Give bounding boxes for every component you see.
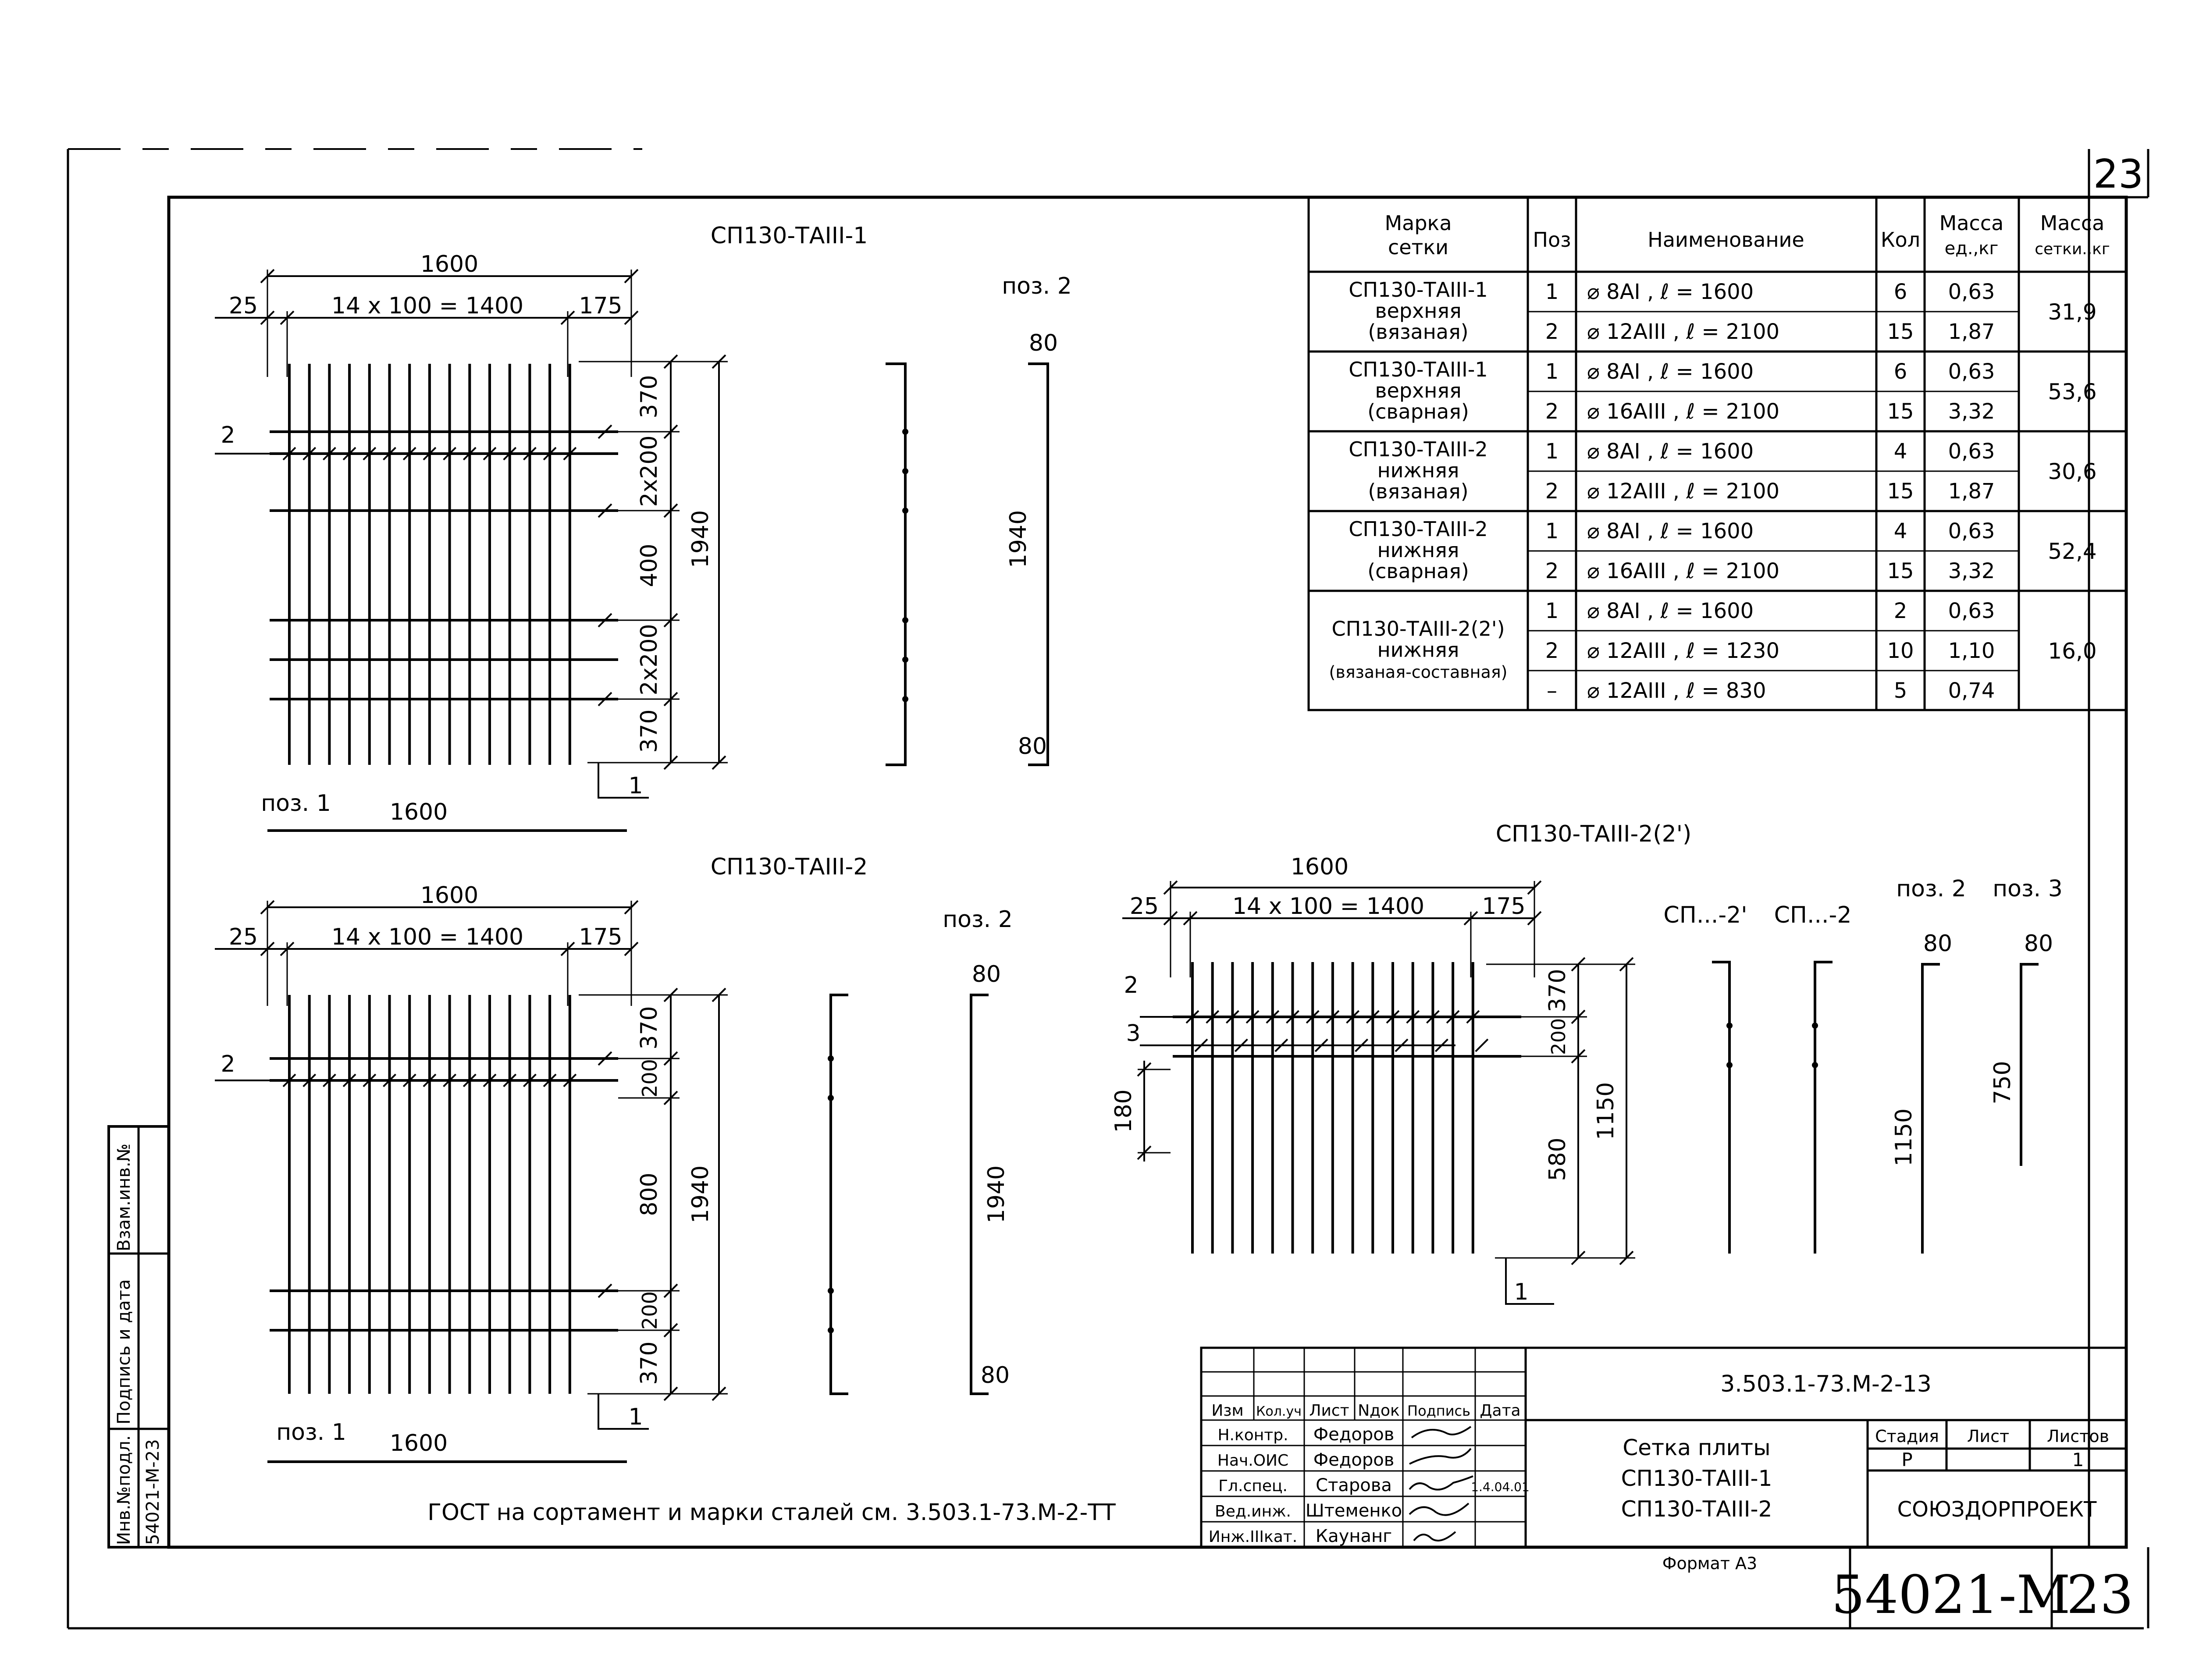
d3-mark-pos2: 2 [1124,972,1139,998]
d1-seg-1: 370 [636,375,662,419]
spec-pos: 2 [1545,479,1559,504]
spec-unit-mass: 1,87 [1948,320,1995,344]
spec-table-body [1329,278,2097,703]
spec-mark-line: нижняя [1377,458,1459,482]
spec-unit-mass: 1,87 [1948,479,1995,504]
d2-mark-pos2: 2 [221,1051,235,1077]
signatures [1409,1427,1473,1541]
doc-sheet-number: 23 [2066,1565,2134,1626]
spec-name: ⌀ 8АI , ℓ = 1600 [1587,439,1754,464]
tb-stage-label: Стадия [1875,1427,1939,1446]
d2-seg-5: 370 [636,1341,662,1385]
d3-seg-2: 200 [1548,1018,1570,1055]
d2-spacing: 14 x 100 = 1400 [331,924,524,950]
spec-total-mass: 31,9 [2048,299,2097,325]
d3-pos2-length: 1150 [1891,1108,1917,1167]
spec-name: ⌀ 8АI , ℓ = 1600 [1587,359,1754,384]
spec-qty: 15 [1887,320,1914,344]
tie-mark [1476,1039,1488,1051]
d1-seg-5: 370 [636,709,662,753]
spec-mark-line: (вязаная) [1368,479,1469,503]
spec-qty: 6 [1893,280,1907,304]
spec-pos: 1 [1545,599,1559,623]
spec-pos: 1 [1545,280,1559,304]
gost-note: ГОСТ на сортамент и марки сталей см. 3.503.1-73.М-2-ТТ [427,1499,1116,1526]
spec-header-unit-mass-2: ед.,кг [1944,238,1999,259]
spec-qty: 2 [1893,599,1907,623]
spec-unit-mass: 0,63 [1948,439,1995,464]
spec-mark-line: нижняя [1377,638,1459,662]
d2-seg-3: 800 [636,1172,662,1216]
spec-unit-mass: 0,63 [1948,280,1995,304]
spec-mark-line: (сварная) [1367,400,1469,423]
d1-seg-4: 2x200 [636,624,662,696]
drawing-sp130-2-2prime [1122,881,2039,1304]
d3-pos3-hook: 80 [2024,931,2053,957]
tb-role: Вед.инж. [1215,1502,1291,1520]
spec-header-unit-mass: Масса [1939,211,2004,235]
spec-name: ⌀ 12АIII , ℓ = 830 [1587,678,1766,703]
spec-name: ⌀ 12АIII , ℓ = 2100 [1587,320,1780,344]
spec-unit-mass: 1,10 [1948,639,1995,663]
spec-header-mark: Марка [1384,211,1452,235]
stamp-inv-orig: Инв.№подл. [114,1435,134,1545]
spec-pos: 2 [1545,639,1559,663]
stamp-sign-date: Подпись и дата [114,1279,134,1424]
doc-number: 54021-М [1831,1565,2071,1626]
d1-spacing: 14 x 100 = 1400 [331,293,524,319]
d2-pos1-label: поз. 1 [276,1419,346,1446]
spec-unit-mass: 3,32 [1948,399,1995,424]
tb-header-izm: Изм [1211,1402,1244,1420]
d3-left-offset: 25 [1129,893,1159,920]
spec-unit-mass: 0,74 [1948,678,1995,703]
tb-date: 1.4.04.01 [1471,1480,1530,1494]
spec-qty: 15 [1887,479,1914,504]
d3-left-dim: 180 [1110,1089,1137,1133]
d2-seg-4: 200 [638,1291,662,1330]
tb-person: Старова [1316,1475,1392,1495]
tb-role: Нач.ОИС [1217,1452,1289,1470]
d1-pos1-length: 1600 [389,799,448,825]
d1-right-offset: 175 [579,293,623,319]
tb-org: СОЮЗДОРПРОЕКТ [1897,1497,2097,1522]
d3-seg-1: 370 [1544,969,1571,1012]
spec-qty: 10 [1887,639,1914,663]
d3-right-offset: 175 [1482,893,1526,920]
stamp-vzam: Взам.инв.№ [114,1143,134,1251]
tb-header-kolich: Кол.уч [1256,1404,1302,1419]
spec-total-mass: 53,6 [2048,379,2097,405]
spec-qty: 4 [1893,519,1907,543]
spec-mark-line: нижняя [1377,538,1459,562]
tb-code: 3.503.1-73.М-2-13 [1720,1371,1932,1397]
tb-stage: Р [1901,1449,1913,1470]
spec-total-mass: 16,0 [2048,638,2097,664]
d1-title: СП130-ТАIII-1 [710,223,868,249]
spec-header-name: Наименование [1648,228,1804,252]
tb-title-2: СП130-ТАIII-1 [1621,1466,1772,1491]
spec-mark-line: СП130-ТАIII-2 [1349,517,1488,541]
d2-mark-pos1: 1 [628,1404,643,1430]
d2-height: 1940 [687,1165,714,1224]
spec-pos: 2 [1545,320,1559,344]
d3-seg-3: 580 [1544,1137,1571,1181]
spec-mark-line: верхняя [1375,299,1462,323]
d3-pos3-length: 750 [1989,1061,2016,1105]
tb-role: Инж.IIIкат. [1208,1528,1298,1546]
spec-unit-mass: 0,63 [1948,599,1995,623]
spec-header-qty: Кол [1880,228,1921,252]
tb-person: Федоров [1313,1424,1395,1445]
spec-header-total-mass: Масса [2040,211,2105,235]
spec-header-mark-2: сетки [1388,235,1449,259]
d1-left-offset: 25 [228,293,258,319]
spec-name: ⌀ 16АIII , ℓ = 2100 [1587,559,1780,583]
spec-qty: 5 [1893,678,1907,703]
spec-name: ⌀ 8АI , ℓ = 1600 [1587,599,1754,623]
spec-table [1309,197,2126,710]
d1-pos2-length: 1940 [1005,510,1032,568]
tb-header-podpis: Подпись [1407,1403,1470,1419]
d1-pos1-label: поз. 1 [261,790,331,817]
tb-header-ndok: Nдок [1358,1402,1400,1420]
d2-pos1-length: 1600 [389,1430,448,1456]
d1-pos2-label: поз. 2 [1002,273,1072,299]
tb-sheets: 1 [2072,1449,2084,1470]
spec-mark-line: (сварная) [1367,559,1469,583]
d3-pos3-label: поз. 3 [1993,876,2063,902]
spec-qty: 6 [1893,359,1907,384]
spec-mark-line: СП130-ТАIII-1 [1349,278,1488,302]
drawing-sp130-1 [215,270,1048,831]
d1-height: 1940 [687,510,714,568]
spec-header-total-mass-2: сетки.,кг [2035,240,2110,258]
spec-mark-line: верхняя [1375,379,1462,402]
d1-mark-pos1: 1 [628,773,643,799]
spec-mark-line: СП130-ТАIII-2(2') [1331,617,1505,641]
spec-header-pos: Поз [1533,228,1571,252]
d2-seg-1: 370 [636,1006,662,1050]
spec-pos: 2 [1545,399,1559,424]
spec-name: ⌀ 12АIII , ℓ = 2100 [1587,479,1780,504]
drawing-sp130-2 [215,901,989,1462]
d3-mark-pos1: 1 [1514,1279,1529,1305]
d3-label-sp2prime: СП...-2' [1663,902,1747,928]
tb-title-1: Сетка плиты [1623,1435,1771,1460]
d1-overall-dim: 1600 [420,251,479,277]
spec-name: ⌀ 8АI , ℓ = 1600 [1587,519,1754,543]
tb-role: Гл.спец. [1218,1477,1288,1495]
tb-header-data: Дата [1480,1402,1521,1420]
d3-spacing: 14 x 100 = 1400 [1232,893,1425,920]
tb-header-list: Лист [1309,1402,1349,1420]
spec-unit-mass: 0,63 [1948,519,1995,543]
d3-height: 1150 [1593,1082,1619,1140]
tb-title-3: СП130-ТАIII-2 [1621,1496,1772,1522]
d1-seg-3: 400 [636,543,662,587]
spec-total-mass: 30,6 [2048,459,2097,484]
spec-pos: – [1547,678,1557,703]
d2-title: СП130-ТАIII-2 [710,854,868,880]
tb-person: Штеменко [1305,1501,1402,1521]
d3-overall-dim: 1600 [1290,854,1349,880]
d1-pos2-hook-top: 80 [1028,330,1058,356]
d3-pos2-label: поз. 2 [1896,876,1966,902]
d2-pos2-hook-top: 80 [971,961,1001,987]
spec-qty: 15 [1887,559,1914,583]
spec-total-mass: 52,4 [2048,539,2097,564]
d2-pos2-length: 1940 [983,1165,1010,1224]
spec-mark-line: (вязаная) [1368,320,1469,344]
d2-seg-2: 200 [638,1059,662,1098]
tb-sheet-label: Лист [1967,1427,2010,1446]
d2-pos2-label: поз. 2 [943,906,1013,933]
spec-mark-line: СП130-ТАIII-2 [1349,437,1488,461]
title-block [1201,1348,2126,1547]
tb-person: Каунанг [1315,1526,1392,1546]
spec-name: ⌀ 16АIII , ℓ = 2100 [1587,399,1780,424]
d2-right-offset: 175 [579,924,623,950]
d2-pos2-hook-bottom: 80 [980,1362,1010,1389]
format-label: Формат А3 [1662,1554,1758,1573]
tb-role: Н.контр. [1217,1426,1288,1444]
spec-unit-mass: 3,32 [1948,559,1995,583]
d3-pos2-hook: 80 [1923,931,1953,957]
spec-mark-line: СП130-ТАIII-1 [1349,358,1488,381]
d3-title: СП130-ТАIII-2(2') [1495,821,1692,847]
spec-qty: 15 [1887,399,1914,424]
d1-mark-pos2: 2 [221,422,235,448]
d2-overall-dim: 1600 [420,882,479,909]
spec-pos: 1 [1545,439,1559,464]
d3-mark-pos3: 3 [1126,1020,1141,1047]
sheet-number: 23 [2093,151,2144,197]
stamp-inv-value: 54021-М-23 [143,1439,163,1545]
tb-person: Федоров [1313,1450,1395,1470]
spec-name: ⌀ 12АIII , ℓ = 1230 [1587,639,1780,663]
spec-qty: 4 [1893,439,1907,464]
d1-seg-2: 2x200 [636,435,662,507]
spec-pos: 1 [1545,519,1559,543]
d2-left-offset: 25 [228,924,258,950]
d1-pos2-hook-bottom: 80 [1018,733,1047,760]
spec-name: ⌀ 8АI , ℓ = 1600 [1587,280,1754,304]
spec-mark-line: (вязаная-составная) [1329,662,1508,682]
spec-pos: 1 [1545,359,1559,384]
spec-pos: 2 [1545,559,1559,583]
spec-unit-mass: 0,63 [1948,359,1995,384]
tb-sheets-label: Листов [2047,1427,2109,1446]
d3-label-sp2: СП...-2 [1774,902,1852,928]
